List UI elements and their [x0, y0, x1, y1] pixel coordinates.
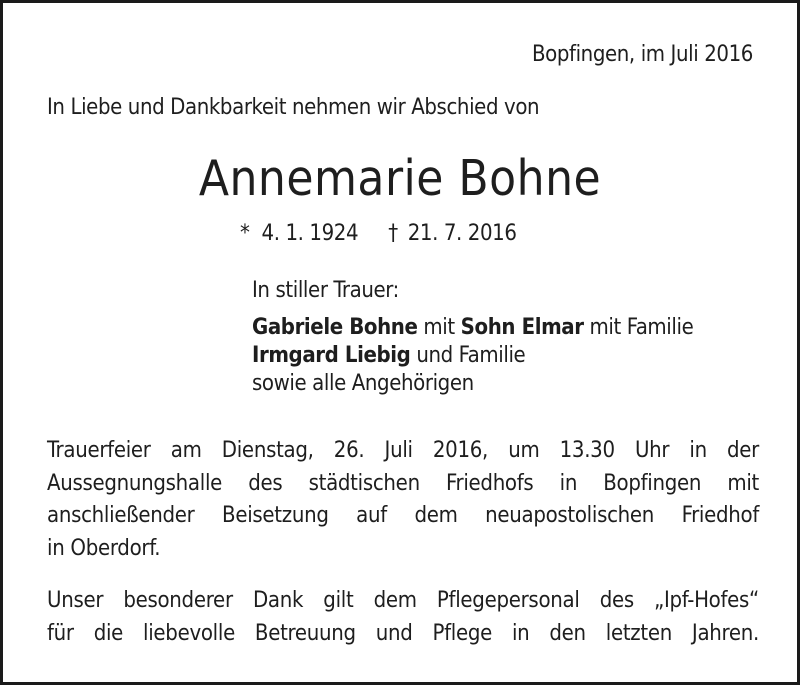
ceremony-line: anschließender Beisetzung auf dem neuapostolischen Friedhof: [47, 503, 759, 528]
intro-text: In Liebe und Dankbarkeit nehmen wir Abschied von: [47, 95, 540, 120]
mourner-join-text: mit: [417, 315, 461, 340]
birth-date: 4. 1. 1924: [261, 221, 359, 246]
mourner-name-irmgard: Irmgard Liebig: [252, 343, 411, 368]
life-dates: [240, 220, 517, 248]
mourners-heading: In stiller Trauer:: [252, 278, 399, 303]
mourner-name-gabriele: Gabriele Bohne: [252, 315, 418, 340]
ceremony-line: Aussegnungshalle des städtischen Friedhofs in Bopfingen mit: [47, 470, 759, 496]
ceremony-paragraph: [47, 435, 759, 565]
ceremony-line: in Oberdorf.: [47, 535, 161, 561]
thanks-line: für die liebevolle Betreuung und Pflege in den letzten Jahren.: [47, 620, 759, 646]
mourner-line-2: [252, 342, 693, 370]
mourner-line-1: [252, 314, 693, 342]
deceased-name: Annemarie Bohne: [198, 150, 602, 207]
ceremony-line: Trauerfeier am Dienstag, 26. Juli 2016, um 13.30 Uhr in der: [47, 438, 759, 463]
mourner-line-3: sowie alle Angehörigen: [252, 371, 474, 396]
mourner-join-text: mit Familie: [583, 315, 694, 340]
place-date: Bopfingen, im Juli 2016: [531, 42, 753, 67]
thanks-line: Unser besonderer Dank gilt dem Pflegepersonal des „Ipf-Hofes“: [47, 588, 759, 613]
thanks-paragraph: [47, 585, 759, 650]
death-date: 21. 7. 2016: [407, 221, 517, 246]
death-symbol: †: [388, 221, 398, 246]
mourners-block: [252, 277, 693, 398]
birth-symbol: *: [240, 221, 250, 246]
mourner-name-elmar: Sohn Elmar: [460, 315, 584, 340]
mourner-join-text: und Familie: [410, 343, 526, 368]
